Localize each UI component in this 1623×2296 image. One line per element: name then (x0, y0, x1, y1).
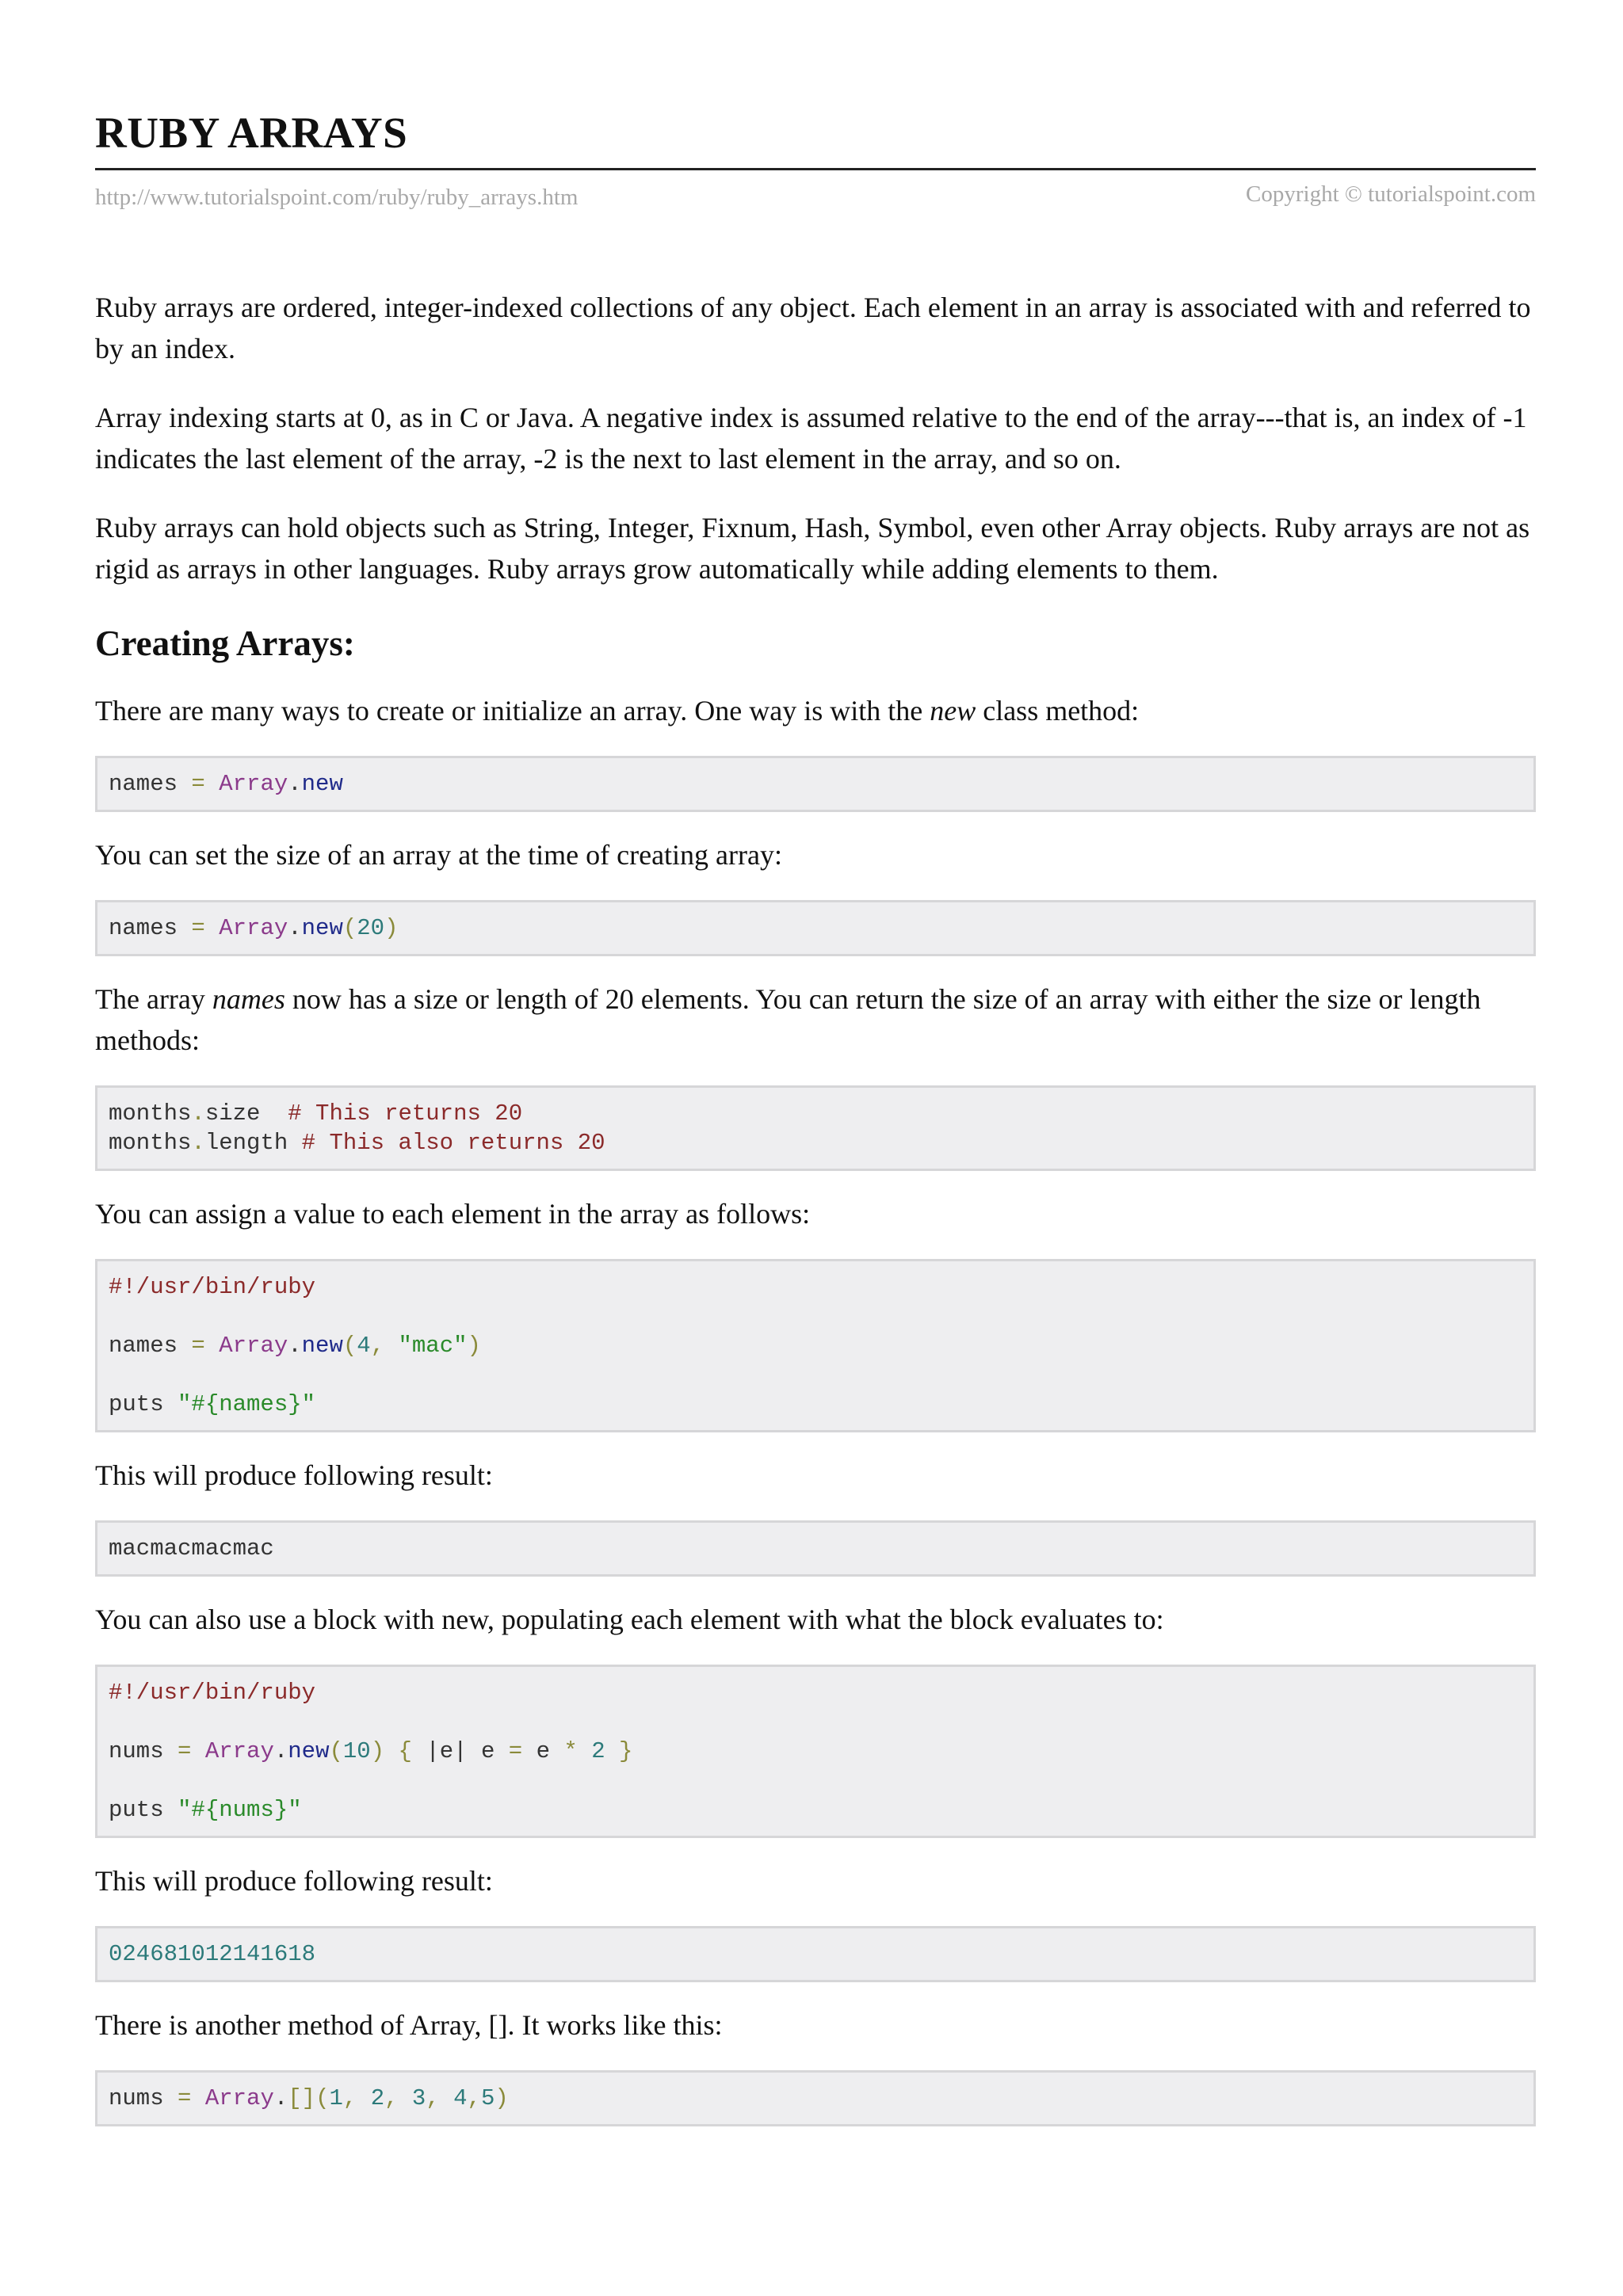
intro-paragraph-1: Ruby arrays are ordered, integer-indexed collections of any object. Each element in an array is associated with and referred to by an index. (95, 292, 1531, 364)
output-block-2: 024681012141618 (95, 1926, 1536, 1982)
code-block-assign-value: #!/usr/bin/ruby names = Array.new(4, "mac") puts "#{names}" (95, 1259, 1536, 1432)
paragraph-size-length: The array names now has a size or length of 20 elements. You can return the size of an array with either the size or length methods: (95, 983, 1481, 1056)
paragraph-result-1: This will produce following result: (95, 1459, 493, 1491)
paragraph-assign: You can assign a value to each element in the array as follows: (95, 1198, 811, 1230)
paragraph-block: You can also use a block with new, populating each element with what the block evaluates to: (95, 1604, 1164, 1635)
code-block-bracket-method: nums = Array.[](1, 2, 3, 4,5) (95, 2070, 1536, 2126)
copyright-notice: Copyright © tutorialspoint.com (1246, 181, 1536, 207)
code-block-block-new: #!/usr/bin/ruby nums = Array.new(10) { |e| e = e * 2 } puts "#{nums}" (95, 1665, 1536, 1838)
code-block-array-new-size: names = Array.new(20) (95, 900, 1536, 956)
intro-paragraph-3: Ruby arrays can hold objects such as String, Integer, Fixnum, Hash, Symbol, even other Array objects. Ruby arrays are not as rigid as arrays in other languages. Ruby arrays grow automatically while adding elements to them. (95, 512, 1530, 585)
source-url[interactable]: http://www.tutorialspoint.com/ruby/ruby_arrays.htm (95, 185, 579, 210)
paragraph-result-2: This will produce following result: (95, 1865, 493, 1897)
paragraph-set-size: You can set the size of an array at the time of creating array: (95, 839, 782, 871)
output-block-1: macmacmacmac (95, 1520, 1536, 1577)
document-page (95, 103, 1536, 2126)
section-heading: Creating Arrays: (95, 624, 355, 663)
intro-paragraph-2: Array indexing starts at 0, as in C or Java. A negative index is assumed relative to the end of the array---that is, an index of -1 indicates the last element of the array, -2 is the next to last element in the array, and so on. (95, 402, 1527, 475)
paragraph-new-method: There are many ways to create or initialize an array. One way is with the new class method: (95, 695, 1140, 727)
code-block-array-new: names = Array.new (95, 756, 1536, 812)
paragraph-bracket-method: There is another method of Array, []. It works like this: (95, 2009, 723, 2041)
header-meta (95, 170, 1536, 226)
emphasis-new: new (930, 695, 976, 727)
code-block-size-length: months.size # This returns 20 months.length # This also returns 20 (95, 1085, 1536, 1171)
emphasis-names: names (212, 983, 285, 1015)
page-title: RUBY ARRAYS (95, 109, 408, 157)
